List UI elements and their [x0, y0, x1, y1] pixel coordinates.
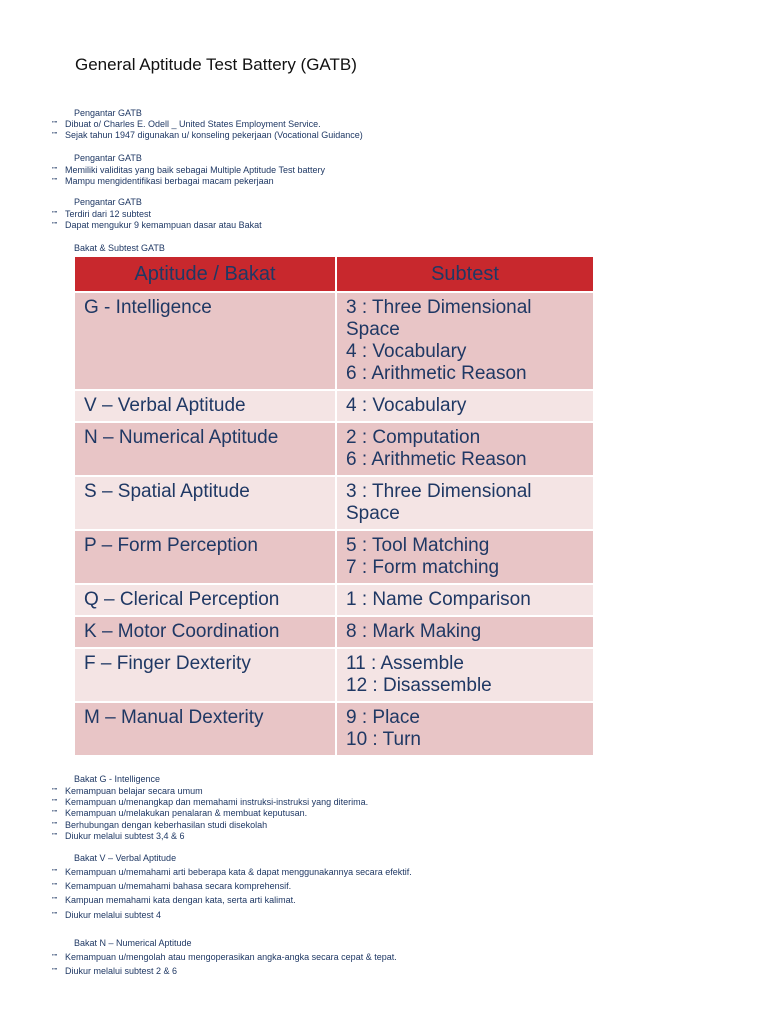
list-item [52, 952, 397, 962]
subtest-cell [336, 390, 594, 422]
aptitude-cell: G - Intelligence [74, 292, 336, 390]
section-heading: Bakat V – Verbal Aptitude [74, 853, 177, 863]
subtest-cell [336, 422, 594, 476]
subtest-line: 7 : Form matching [346, 557, 500, 578]
table-row [74, 702, 594, 756]
bullet-icon: ”” [52, 166, 58, 175]
subtest-line: 9 : Place [346, 707, 420, 728]
subtest-line: Space [346, 319, 400, 340]
table-row [74, 584, 594, 616]
table-row [74, 530, 594, 584]
list-item [52, 119, 321, 129]
table-row [74, 648, 594, 702]
list-item-text: Diukur melalui subtest 3,4 & 6 [65, 831, 185, 841]
bullet-icon: ”” [52, 177, 58, 186]
list-item [52, 831, 185, 841]
subtest-line: 4 : Vocabulary [346, 341, 467, 362]
subtest-line: 6 : Arithmetic Reason [346, 449, 527, 470]
list-item-text: Terdiri dari 12 subtest [65, 209, 152, 219]
list-item-text: Kemampuan u/menangkap dan memahami instruksi-instruksi yang diterima. [65, 797, 369, 807]
subtest-line: 10 : Turn [346, 729, 421, 750]
bullet-icon: ”” [52, 221, 58, 230]
list-item [52, 910, 161, 920]
bullet-icon: ”” [52, 131, 58, 140]
list-item [52, 220, 262, 230]
bullet-icon: ”” [52, 953, 58, 962]
subtest-cell [336, 616, 594, 648]
page-title: General Aptitude Test Battery (GATB) [75, 55, 357, 74]
aptitude-cell: V – Verbal Aptitude [74, 390, 336, 422]
subtest-line: 3 : Three Dimensional [346, 297, 532, 318]
aptitude-subtest-table [73, 255, 595, 757]
aptitude-cell: S – Spatial Aptitude [74, 476, 336, 530]
subtest-cell [336, 648, 594, 702]
table-row [74, 390, 594, 422]
list-item-text: Kemampuan u/memahami arti beberapa kata & dapat menggunakannya secara efektif. [65, 867, 412, 877]
subtest-line: 5 : Tool Matching [346, 535, 490, 556]
bullet-icon: ”” [52, 798, 58, 807]
table-row [74, 476, 594, 530]
section-heading: Bakat N – Numerical Aptitude [74, 938, 192, 948]
list-item [52, 867, 412, 877]
subtest-line: 12 : Disassemble [346, 675, 492, 696]
bullet-icon: ”” [52, 882, 58, 891]
list-item-text: Diukur melalui subtest 2 & 6 [65, 966, 178, 976]
list-item [52, 786, 203, 796]
list-item [52, 808, 307, 818]
list-item-text: Kemampuan belajar secara umum [65, 786, 203, 796]
column-header-aptitude: Aptitude / Bakat [74, 256, 336, 292]
section-heading: Pengantar GATB [74, 108, 142, 118]
subtest-line: 4 : Vocabulary [346, 395, 467, 416]
bullet-icon: ”” [52, 896, 58, 905]
list-item-text: Dapat mengukur 9 kemampuan dasar atau Bakat [65, 220, 262, 230]
table-header-row [74, 256, 594, 292]
subtest-line: 1 : Name Comparison [346, 589, 531, 610]
subtest-cell [336, 702, 594, 756]
table-row [74, 422, 594, 476]
subtest-line: Space [346, 503, 400, 524]
list-item [52, 176, 274, 186]
bullet-icon: ”” [52, 821, 58, 830]
bullet-icon: ”” [52, 911, 58, 920]
list-item [52, 165, 325, 175]
bullet-icon: ”” [52, 809, 58, 818]
subtest-cell [336, 584, 594, 616]
list-item-text: Kampuan memahami kata dengan kata, serta arti kalimat. [65, 895, 296, 905]
subtest-cell [336, 292, 594, 390]
list-item [52, 797, 368, 807]
subtest-cell [336, 476, 594, 530]
subtest-line: 8 : Mark Making [346, 621, 482, 642]
aptitude-cell: N – Numerical Aptitude [74, 422, 336, 476]
aptitude-cell: F – Finger Dexterity [74, 648, 336, 702]
aptitude-cell: M – Manual Dexterity [74, 702, 336, 756]
list-item-text: Mampu mengidentifikasi berbagai macam pekerjaan [65, 176, 274, 186]
table-caption: Bakat & Subtest GATB [74, 243, 165, 253]
bullet-icon: ”” [52, 832, 58, 841]
section-heading: Pengantar GATB [74, 197, 142, 207]
list-item-text: Diukur melalui subtest 4 [65, 910, 162, 920]
bullet-icon: ”” [52, 967, 58, 976]
list-item-text: Sejak tahun 1947 digunakan u/ konseling pekerjaan (Vocational Guidance) [65, 130, 363, 140]
list-item [52, 895, 296, 905]
bullet-icon: ”” [52, 787, 58, 796]
list-item-text: Kemampuan u/memahami bahasa secara komprehensif. [65, 881, 292, 891]
list-item-text: Kemampuan u/mengolah atau mengoperasikan angka-angka secara cepat & tepat. [65, 952, 397, 962]
subtest-line: 2 : Computation [346, 427, 481, 448]
bullet-icon: ”” [52, 120, 58, 129]
section-heading: Bakat G - Intelligence [74, 774, 161, 784]
bullet-icon: ”” [52, 868, 58, 877]
column-header-subtest: Subtest [336, 256, 594, 292]
bullet-icon: ”” [52, 210, 58, 219]
list-item [52, 130, 363, 140]
subtest-line: 6 : Arithmetic Reason [346, 363, 527, 384]
section-heading: Pengantar GATB [74, 153, 142, 163]
subtest-cell [336, 530, 594, 584]
table-row [74, 292, 594, 390]
list-item [52, 966, 177, 976]
list-item [52, 881, 291, 891]
subtest-line: 11 : Assemble [346, 653, 464, 674]
list-item-text: Berhubungan dengan keberhasilan studi disekolah [65, 820, 268, 830]
aptitude-cell: P – Form Perception [74, 530, 336, 584]
list-item-text: Dibuat o/ Charles E. Odell _ United States Employment Service. [65, 119, 321, 129]
table-row [74, 616, 594, 648]
subtest-line: 3 : Three Dimensional [346, 481, 532, 502]
list-item [52, 209, 151, 219]
aptitude-cell: Q – Clerical Perception [74, 584, 336, 616]
list-item [52, 820, 267, 830]
aptitude-cell: K – Motor Coordination [74, 616, 336, 648]
list-item-text: Kemampuan u/melakukan penalaran & membuat keputusan. [65, 808, 308, 818]
list-item-text: Memiliki validitas yang baik sebagai Multiple Aptitude Test battery [65, 165, 325, 175]
